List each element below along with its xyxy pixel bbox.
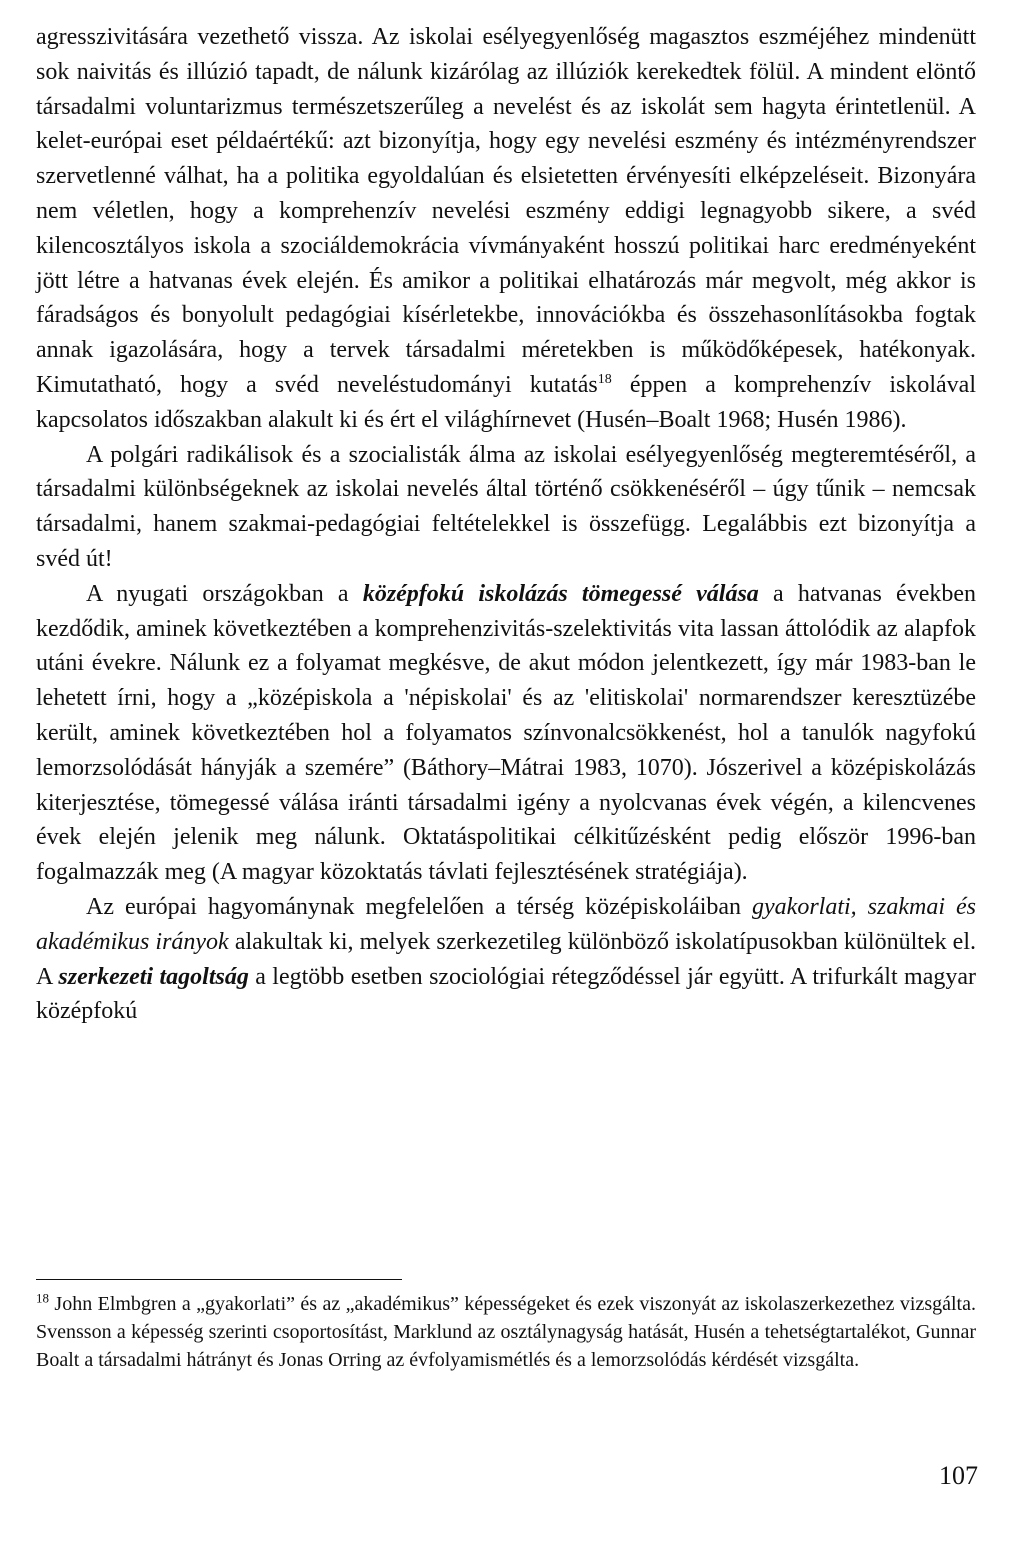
page-body [36, 20, 976, 1029]
footnote-number: 18 [36, 1290, 49, 1306]
paragraph-4-italic: gyakorlati, szakmai és akadémikus irányok [36, 893, 976, 955]
page-number: 107 [939, 1461, 978, 1490]
paragraph-3-text-b: a hatvanas években kezdődik, aminek következtében a komprehenzivitás-szelektivitás vita lassan áttolódik az alapfok utáni évekre. Nálunk ez a folyamat megkésve, de akut módon jelentkezett, így már 1983-ban le lehetett írni, hogy a „középiskola a 'népiskolai' és az 'elitiskolai' normarendszer keresztüzébe került, aminek következtében hol a folyamatos színvonalcsökkenést, hol a tanulók nagyfokú lemorzsolódását hányják a szemére” (Báthory–Mátrai 1983, 1070). Jószerivel a középiskolázás kiterjesztése, tömegessé válása iránti társadalmi igény a nyolcvanas évek végén, a kilencvenes évek elején jelenik meg nálunk. Oktatáspolitikai célkitűzésként pedig először 1996-ban fogalmazzák meg (A magyar közoktatás távlati fejlesztésének stratégiája). [36, 580, 977, 886]
footnote [36, 1290, 976, 1374]
paragraph-4-emphasis: szerkezeti tagoltság [58, 963, 249, 990]
paragraph-4-text-c: a legtöbb esetben szociológiai rétegződéssel jár együtt. A trifurkált magyar középfokú [36, 963, 976, 1025]
paragraph-1-text-a: agresszivitására vezethető vissza. Az iskolai esélyegyenlőség magasztos eszméjéhez mindenütt sok naivitás és illúzió tapadt, de nálunk kizárólag az illúziók kerekedtek fölül. A mindent elöntő társadalmi voluntarizmus természetszerűleg a nevelést és az iskolát sem hagyta érintetlenül. A kelet-európai eset példaértékű: azt bizonyítja, hogy egy nevelési eszmény és intézményrendszer szervetlenné válhat, ha a politika egyoldalúan és elsietetten érvényesíti elképzeléseit. Bizonyára nem véletlen, hogy a komprehenzív nevelési eszmény eddigi legnagyobb sikere, a svéd kilencosztályos iskola a szociáldemokrácia vívmányaként hosszú politikai harc eredményeként jött létre a hatvanas évek elején. És amikor a politikai elhatározás már megvolt, még akkor is fáradságos és bonyolult pedagógiai kísérletekbe, innovációkba és összehasonlításokba fogtak annak igazolására, hogy a tervek társadalmi méretekben is működőképesek, hatékonyak. Kimutatható, hogy a svéd neveléstudományi kutatás [36, 24, 976, 398]
paragraph-1 [36, 20, 976, 438]
paragraph-4-text-b: alakultak ki, melyek szerkezetileg különböző iskolatípusokban különültek el. A [36, 928, 976, 990]
paragraph-4-text-a: Az európai hagyománynak megfelelően a térség középiskoláiban [86, 893, 753, 920]
footnote-divider [36, 1279, 402, 1280]
paragraph-2-text: A polgári radikálisok és a szocialisták álma az iskolai esélyegyenlőség megteremtéséről, a társadalmi különbségeknek az iskolai nevelés által történő csökkenéséről – úgy tűnik – nemcsak társadalmi, hanem szakmai-pedagógiai feltételekkel is összefügg. Legalábbis ezt bizonyítja a svéd út! [36, 441, 976, 572]
paragraph-4 [36, 890, 976, 1029]
paragraph-3-text-a: A nyugati országokban a [86, 580, 363, 607]
paragraph-3-emphasis: középfokú iskolázás tömegessé válása [362, 580, 759, 607]
footnote-text: John Elmbgren a „gyakorlati” és az „akadémikus” képességeket és ezek viszonyát az iskolaszerkezethez vizsgálta. Svensson a képesség szerinti csoportosítást, Marklund az osztálynagyság hatását, Husén a tehetségtartalékot, Gunnar Boalt a társadalmi hátrányt és Jonas Orring az évfolyamismétlés és a lemorzsolódás kérdését vizsgálta. [36, 1293, 976, 1371]
paragraph-1-text-b: éppen a komprehenzív iskolával kapcsolatos időszakban alakult ki és ért el világhírnevet (Husén–Boalt 1968; Husén 1986). [36, 371, 976, 433]
paragraph-2 [36, 438, 976, 577]
paragraph-3 [36, 577, 976, 890]
footnote-reference: 18 [597, 371, 612, 387]
